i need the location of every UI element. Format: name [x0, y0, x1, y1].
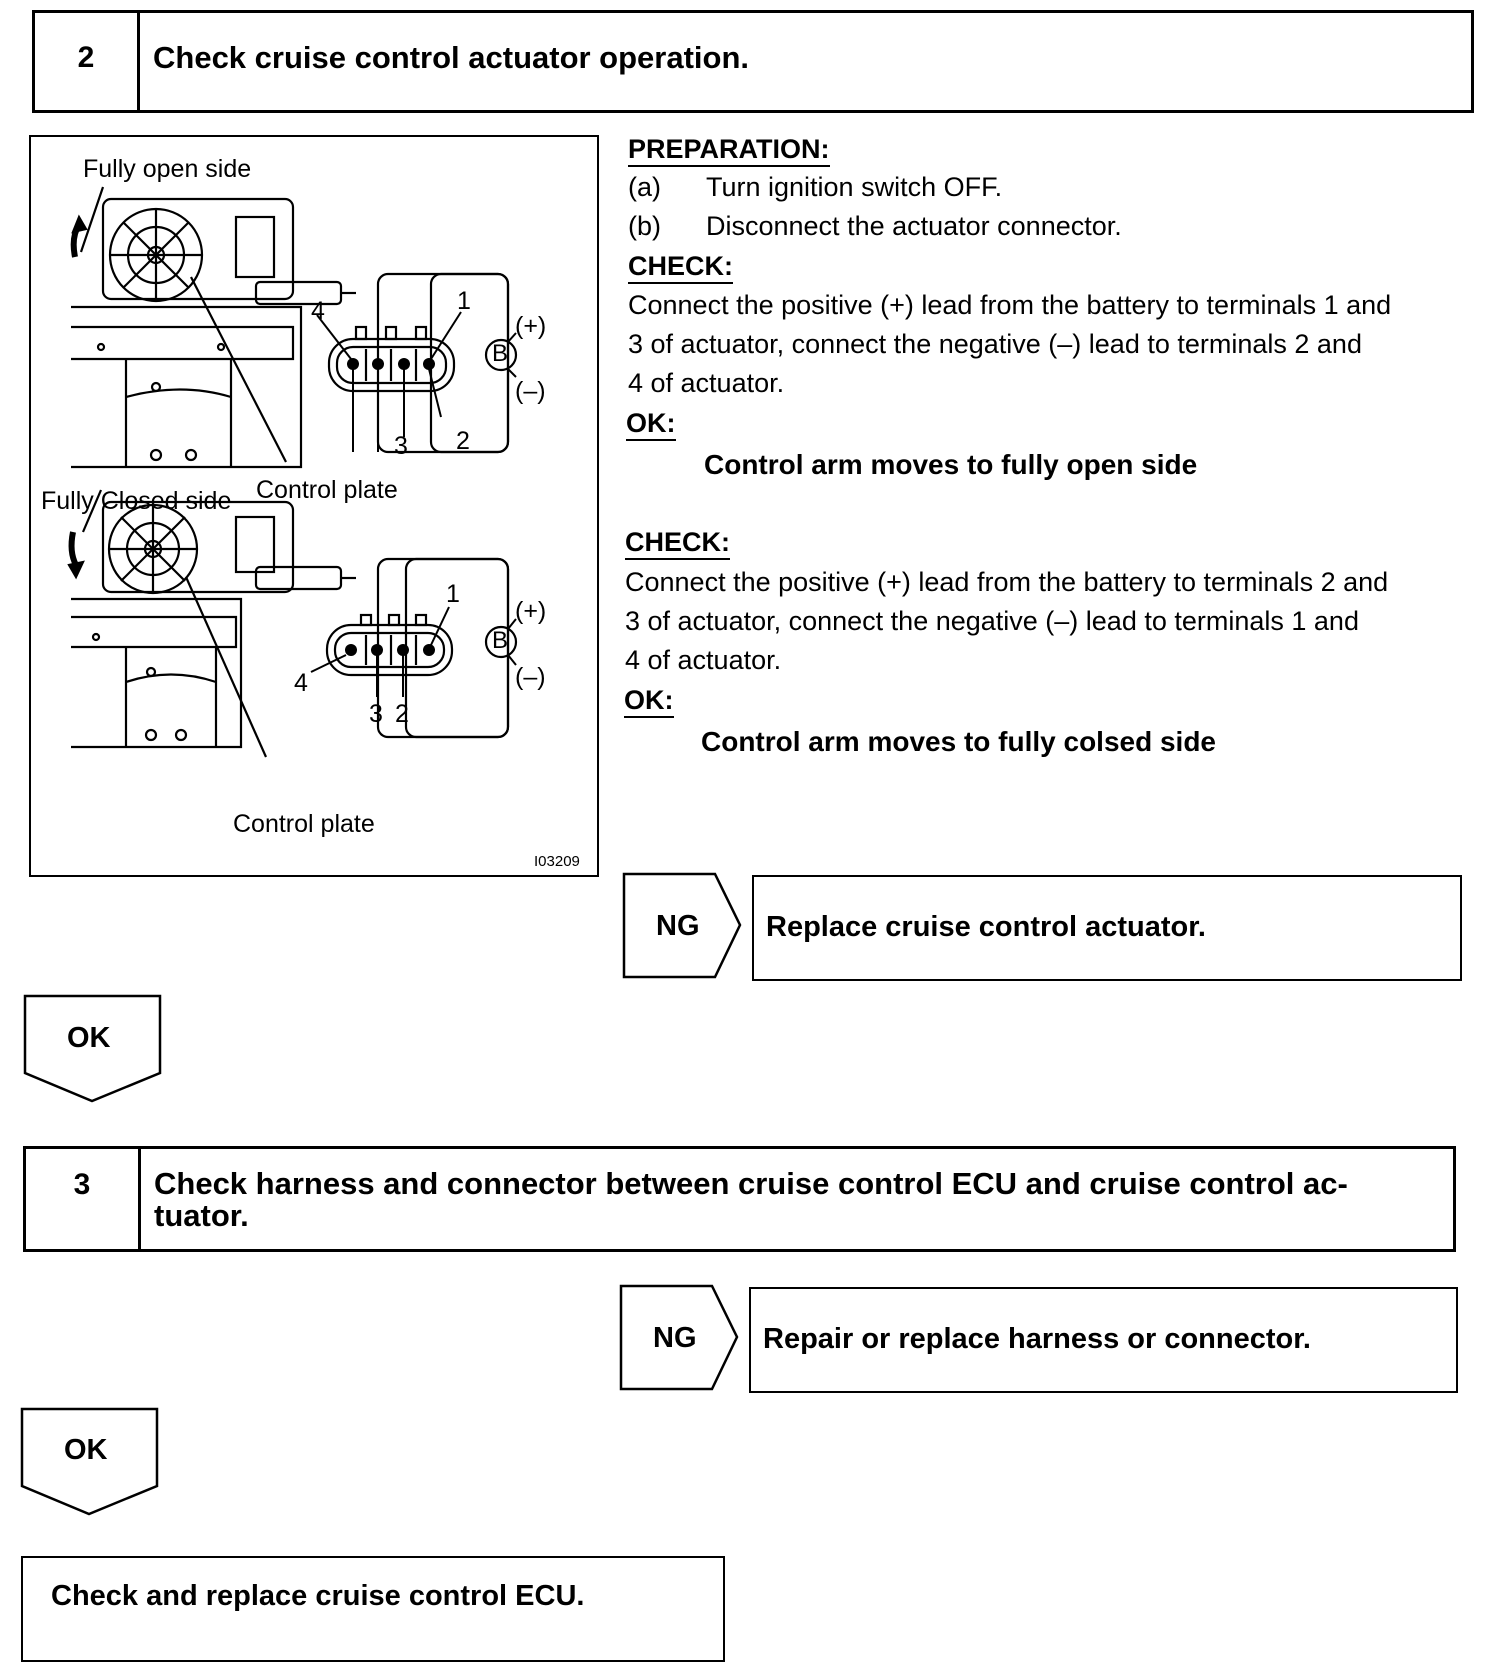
minus-label-bottom: (–) [515, 663, 546, 691]
step-2-title: Check cruise control actuator operation. [153, 40, 750, 75]
step-2-number: 2 [35, 13, 140, 110]
terminal-2-label-top: 2 [456, 427, 470, 455]
check-1-heading: CHECK: [628, 251, 733, 282]
ng-label-1: NG [656, 910, 700, 942]
prep-b-marker: (b) [628, 211, 661, 241]
ok-1-result: Control arm moves to fully open side [704, 449, 1198, 480]
check-1-line-1: Connect the positive (+) lead from the battery to terminals 1 and [628, 290, 1392, 320]
battery-label-top: B [492, 340, 509, 367]
preparation-heading: PREPARATION: [628, 134, 830, 165]
ng-label-2: NG [653, 1322, 697, 1354]
fully-open-side-label: Fully open side [83, 155, 252, 183]
terminal-1-label-top: 1 [457, 287, 471, 315]
check-1-line-3: 4 of actuator. [628, 368, 785, 398]
actuator-illustration [29, 135, 599, 877]
ng-result-1-box [752, 875, 1462, 981]
step-3-title-line-1: Check harness and connector between cruise control ECU and cruise control ac- [154, 1166, 1348, 1201]
terminal-4-label-top: 4 [311, 297, 325, 325]
ng-result-2-text: Repair or replace harness or connector. [763, 1323, 1311, 1355]
step-2-header [32, 10, 1474, 113]
check-1-line-2: 3 of actuator, connect the negative (–) lead to terminals 2 and [628, 329, 1362, 359]
ok-label-2: OK [64, 1434, 108, 1466]
prep-a-marker: (a) [628, 172, 661, 202]
prep-a-text: Turn ignition switch OFF. [706, 172, 1003, 202]
terminal-1-label-bottom: 1 [446, 580, 460, 608]
final-action-text: Check and replace cruise control ECU. [51, 1580, 585, 1612]
ng-result-1-text: Replace cruise control actuator. [766, 911, 1206, 943]
check-2-line-3: 4 of actuator. [625, 645, 782, 675]
check-2-heading: CHECK: [625, 527, 730, 558]
minus-label-top: (–) [515, 377, 546, 405]
figure-code: I03209 [534, 853, 580, 870]
battery-label-bottom: B [492, 627, 509, 654]
plus-label-bottom: (+) [515, 597, 547, 625]
terminal-4-label-bottom: 4 [294, 669, 308, 697]
control-plate-label-bottom: Control plate [233, 810, 375, 838]
check-2-line-2: 3 of actuator, connect the negative (–) lead to terminals 1 and [625, 606, 1359, 636]
final-action-box [21, 1556, 725, 1662]
terminal-2-label-bottom: 2 [395, 700, 409, 728]
ok-label-1: OK [67, 1022, 111, 1054]
step-3-header [23, 1146, 1456, 1252]
control-plate-label-top: Control plate [256, 476, 398, 504]
prep-b-text: Disconnect the actuator connector. [706, 211, 1122, 241]
ok-2-result: Control arm moves to fully colsed side [701, 726, 1217, 757]
fully-closed-side-label: Fully Closed side [41, 487, 232, 515]
ok-2-heading: OK: [624, 685, 674, 716]
terminal-3-label-bottom: 3 [369, 700, 383, 728]
check-2-line-1: Connect the positive (+) lead from the battery to terminals 2 and [625, 567, 1389, 597]
ok-1-heading: OK: [626, 408, 676, 439]
plus-label-top: (+) [515, 312, 547, 340]
ng-result-2-box [749, 1287, 1458, 1393]
terminal-3-label-top: 3 [394, 432, 408, 460]
step-3-title-line-2: tuator. [154, 1198, 249, 1233]
step-3-number: 3 [26, 1149, 141, 1249]
